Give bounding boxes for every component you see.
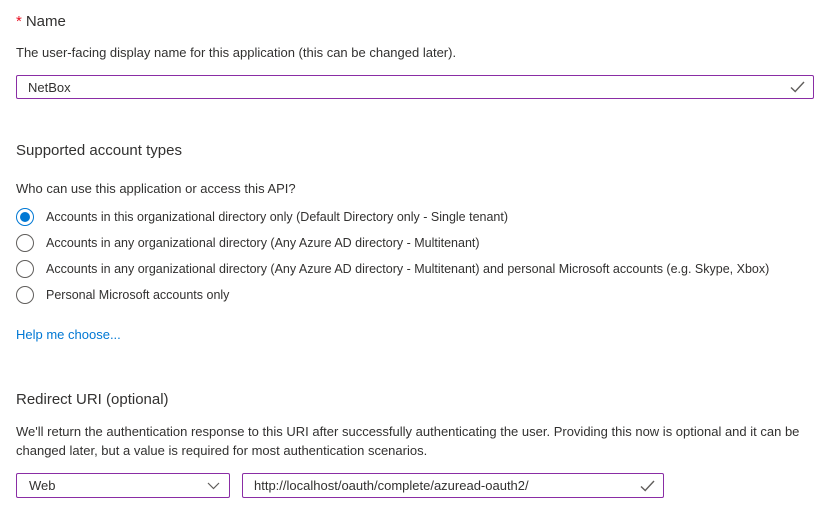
platform-select-value: Web: [29, 478, 56, 493]
required-asterisk: *: [16, 13, 22, 30]
radio-option-personal-only[interactable]: [16, 282, 814, 308]
account-types-question: Who can use this application or access this API?: [16, 181, 296, 196]
redirect-uri-input-container: [242, 473, 664, 498]
account-types-radio-group: [16, 204, 814, 308]
radio-option-label: Personal Microsoft accounts only: [46, 287, 230, 302]
radio-button[interactable]: [16, 234, 34, 252]
name-section-title: [16, 12, 814, 32]
name-description: The user-facing display name for this application (this can be changed later).: [16, 45, 457, 60]
redirect-description-line-2: changed later, but a value is required for most authentication scenarios.: [16, 443, 428, 458]
radio-button[interactable]: [16, 260, 34, 278]
radio-button[interactable]: [16, 286, 34, 304]
redirect-description-line-1: We'll return the authentication response to this URI after successfully authenticating the user. Providing this now is optional and it can be: [16, 424, 800, 439]
help-me-choose-link[interactable]: Help me choose...: [16, 327, 121, 342]
radio-option-single-tenant[interactable]: [16, 204, 814, 230]
name-input-container: [16, 75, 814, 99]
redirect-uri-title: Redirect URI (optional): [16, 391, 169, 408]
redirect-uri-controls: [16, 473, 814, 498]
radio-option-label: Accounts in this organizational directory only (Default Directory only - Single tenant): [46, 209, 509, 224]
name-title-label: Name: [25, 13, 66, 30]
radio-option-multitenant-personal[interactable]: [16, 256, 814, 282]
name-input[interactable]: [16, 75, 814, 99]
radio-option-multitenant[interactable]: [16, 230, 814, 256]
redirect-uri-description: [16, 422, 814, 460]
radio-option-label: Accounts in any organizational directory (Any Azure AD directory - Multitenant): [46, 235, 480, 250]
chevron-down-icon: [207, 482, 220, 490]
checkmark-icon: [640, 480, 655, 492]
redirect-uri-input[interactable]: [242, 473, 664, 498]
account-types-title: Supported account types: [16, 142, 182, 159]
platform-select-dropdown[interactable]: [16, 473, 230, 498]
radio-option-label: Accounts in any organizational directory (Any Azure AD directory - Multitenant) and personal Microsoft accounts (e.g. Skype, Xbox): [46, 261, 770, 276]
checkmark-icon: [790, 81, 805, 93]
radio-button[interactable]: [16, 208, 34, 226]
